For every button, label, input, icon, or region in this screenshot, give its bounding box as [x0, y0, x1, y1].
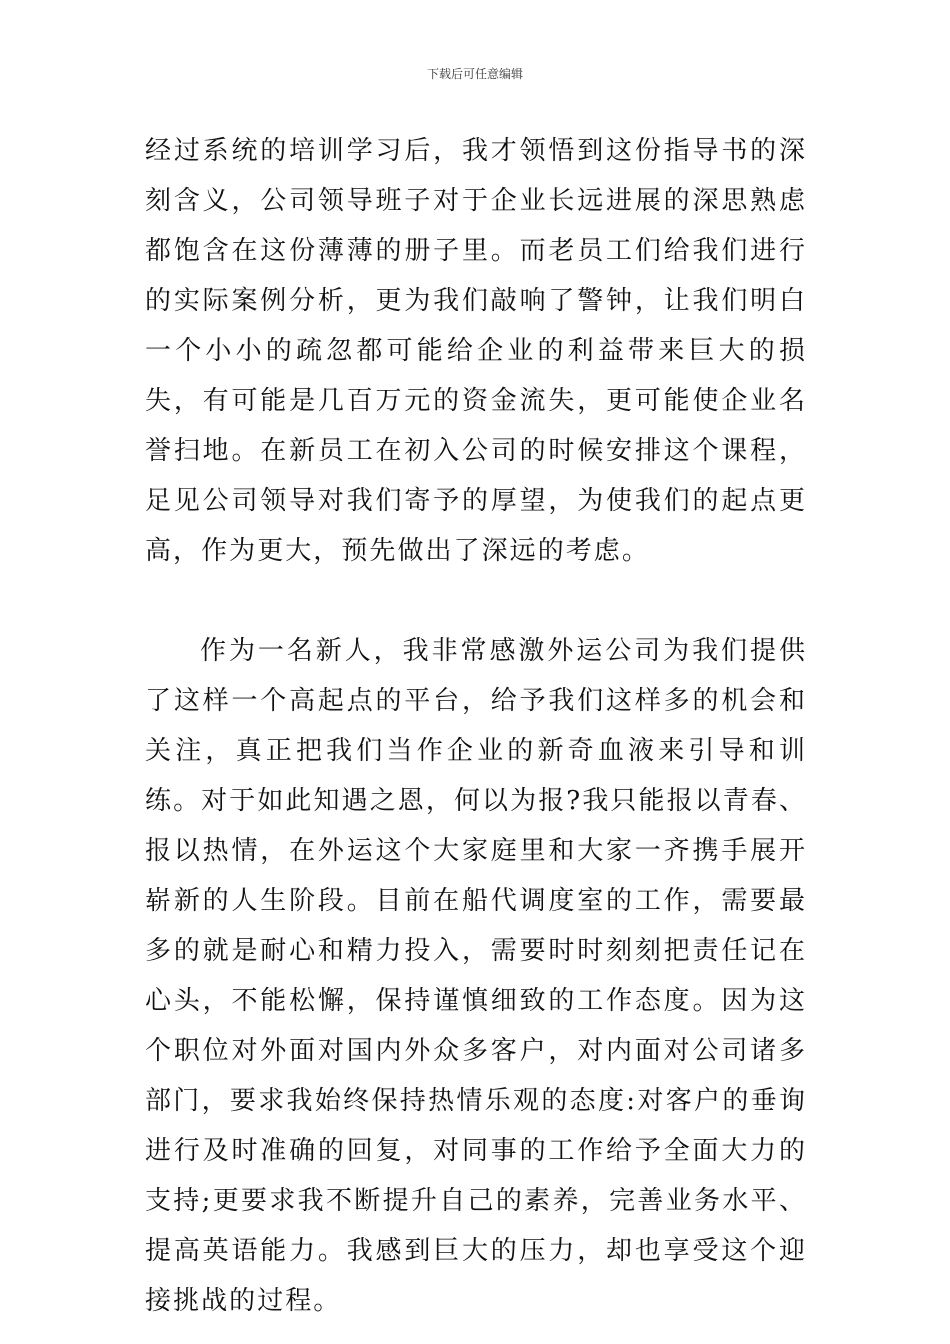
- paragraph-2: 作为一名新人，我非常感激外运公司为我们提供了这样一个高起点的平台，给予我们这样多的机会和关注，真正把我们当作企业的新奇血液来引导和训练。对于如此知遇之恩，何以为报?我只能报以青春、报以热情，在外运这个大家庭里和大家一齐携手展开崭新的人生阶段。目前在船代调度室的工作，需要最多的就是耐心和精力投入，需要时时刻刻把责任记在心头，不能松懈，保持谨慎细致的工作态度。因为这个职位对外面对国内外众多客户，对内面对公司诸多部门，要求我始终保持热情乐观的态度:对客户的垂询进行及时准确的回复，对同事的工作给予全面大力的支持;更要求我不断提升自己的素养，完善业务水平、提高英语能力。我感到巨大的压力，却也享受这个迎接挑战的过程。: [145, 636, 807, 1316]
- paragraph-1: 经过系统的培训学习后，我才领悟到这份指导书的深刻含义，公司领导班子对于企业长远进展的深思熟虑都饱含在这份薄薄的册子里。而老员工们给我们进行的实际案例分析，更为我们敲响了警钟，让我们明白一个小小的疏忽都可能给企业的利益带来巨大的损失，有可能是几百万元的资金流失，更可能使企业名誉扫地。在新员工在初入公司的时候安排这个课程，足见公司领导对我们寄予的厚望，为使我们的起点更高，作为更大，预先做出了深远的考虑。: [145, 136, 807, 566]
- document-body: [145, 126, 807, 1326]
- page-header-note: 下载后可任意编辑: [426, 67, 523, 81]
